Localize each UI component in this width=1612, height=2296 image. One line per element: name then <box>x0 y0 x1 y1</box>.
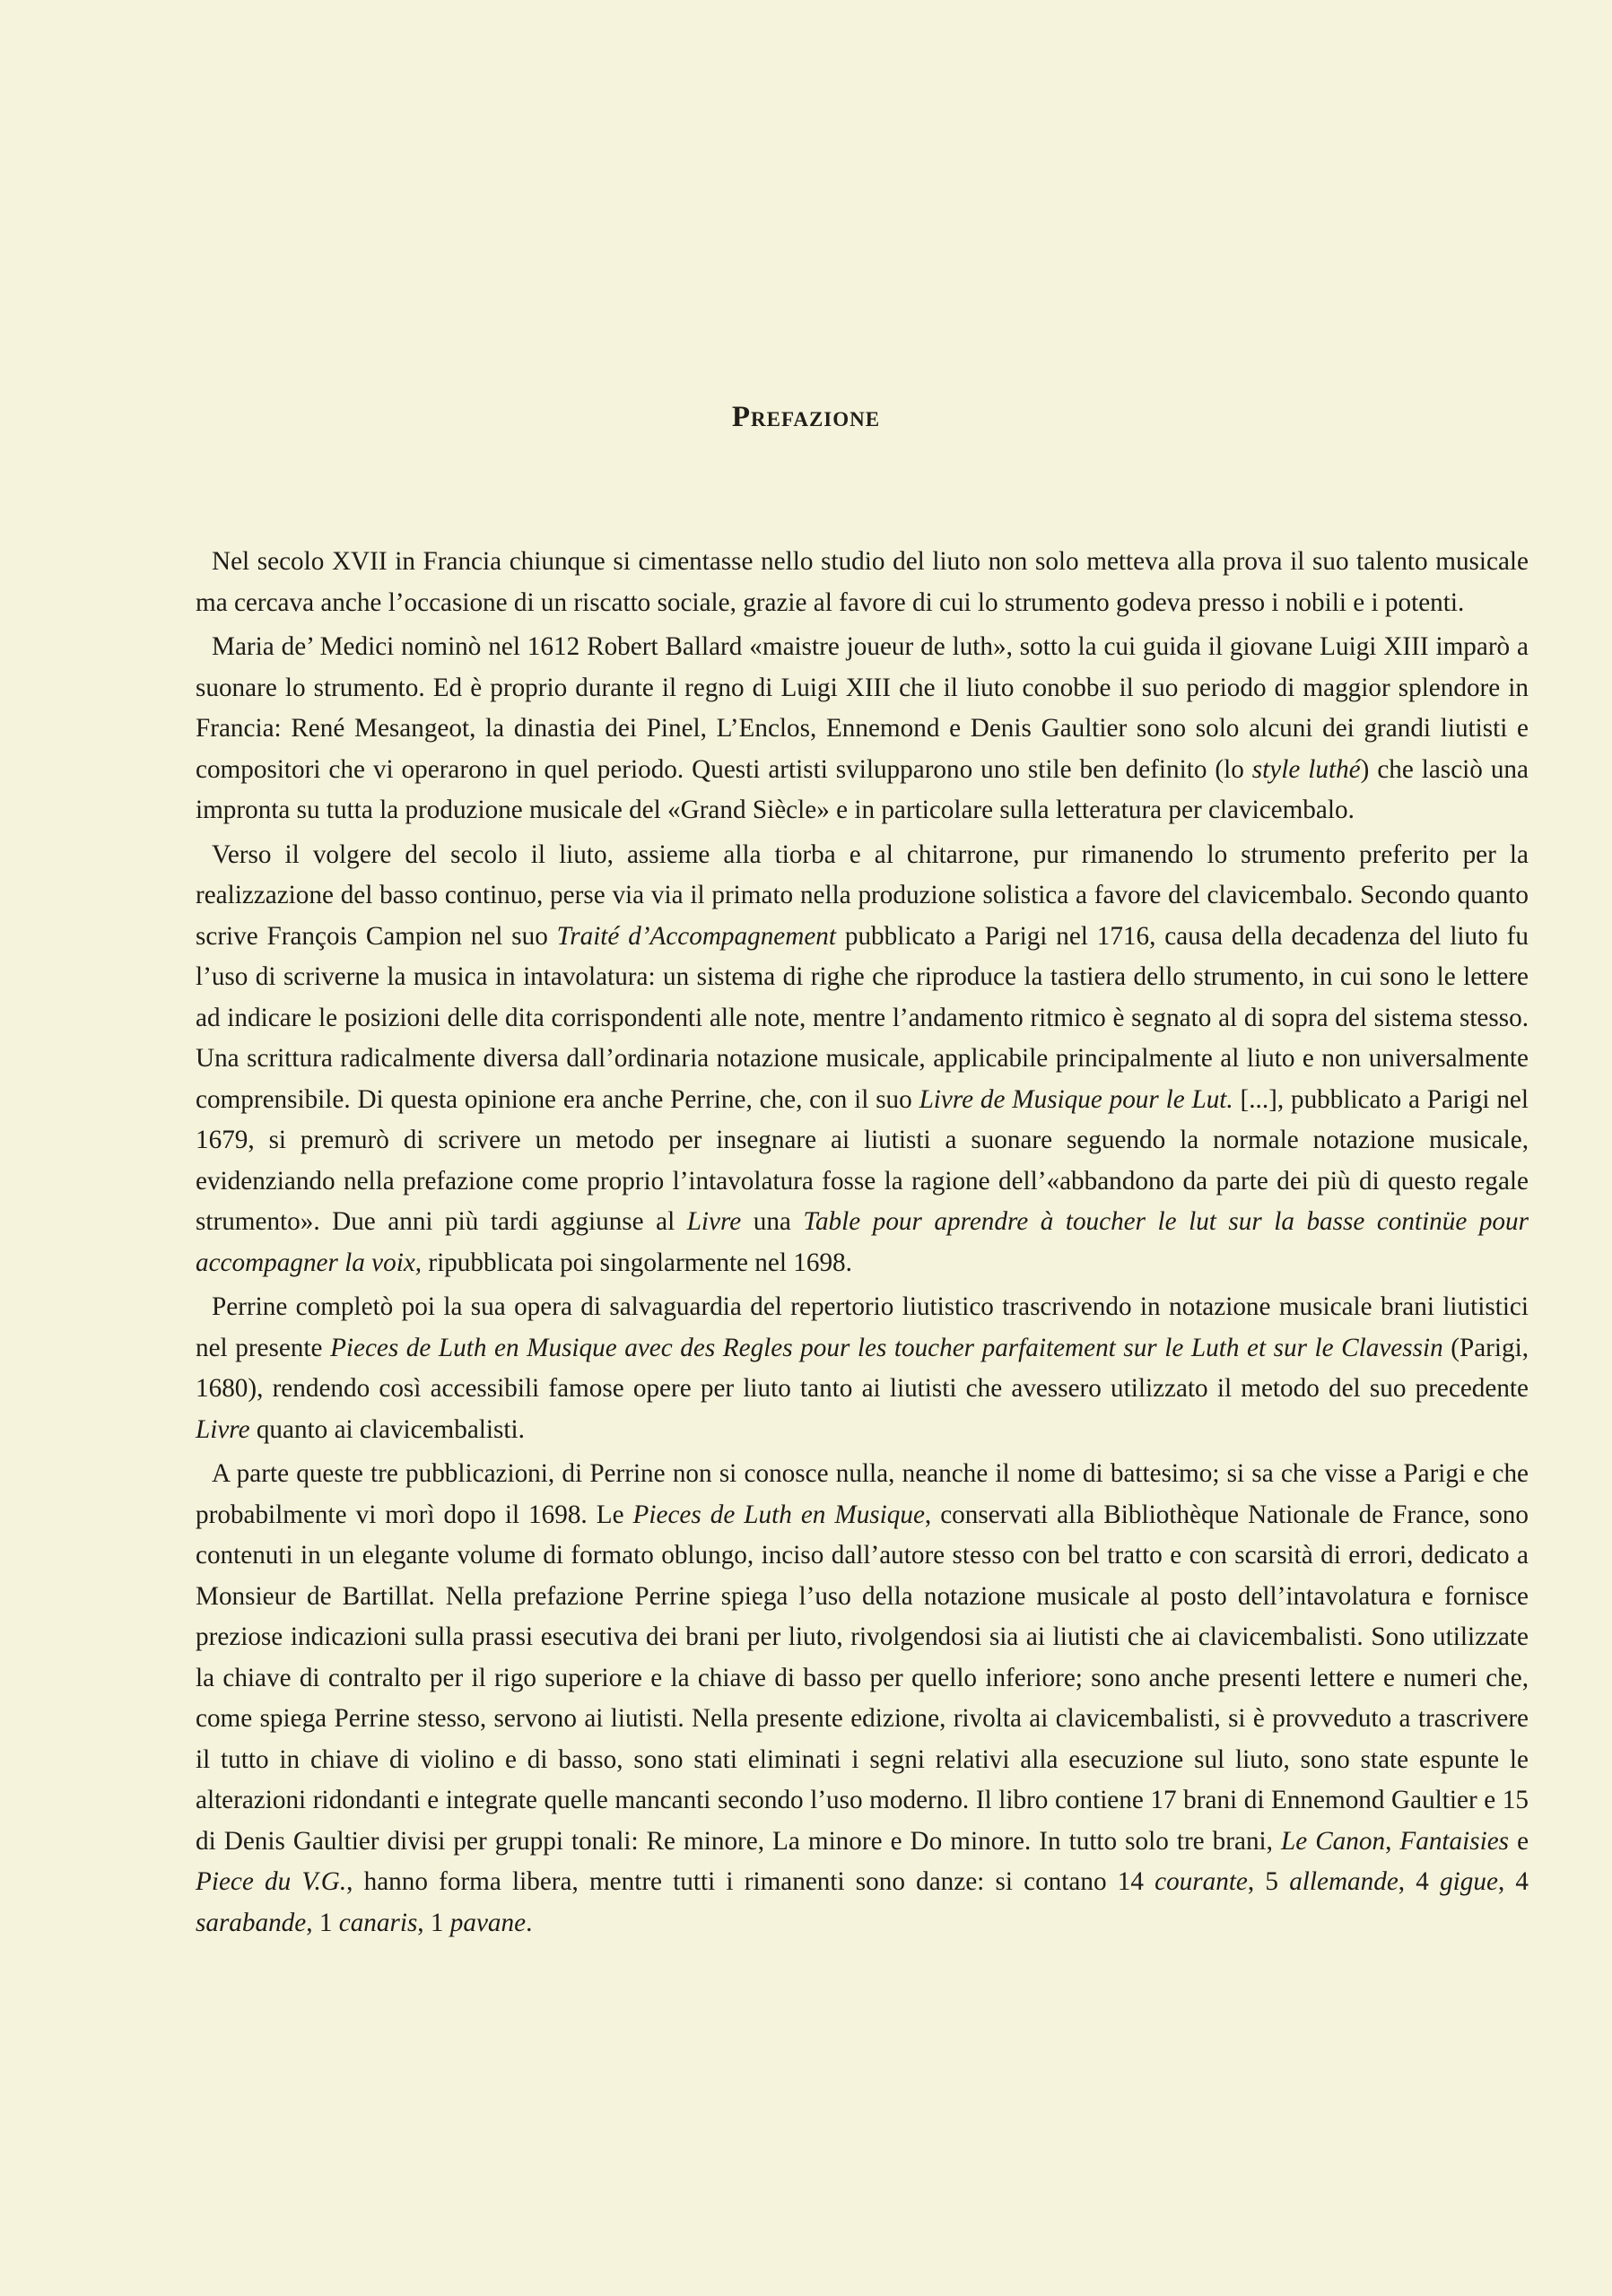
preface-body <box>196 542 1529 1947</box>
text-run: , 5 <box>1247 1867 1290 1896</box>
text-run: , 1 <box>417 1908 450 1937</box>
page-title: Prefazione <box>731 401 881 434</box>
text-run: pubblicato a Parigi nel 1716, causa della decadenza del liuto fu l’uso di scriverne la musica in intavolatura: un sistema di righe che riproduce la tastiera dello strumento, in cui sono le lettere ad indicare le posizioni delle dita corrispondenti alle note, mentre l’andamento ritmico è segnato al di sopra del sistema stesso. Una scrittura radicalmente diversa dall’ordinaria notazione musicale, applicabile principalmente al liuto e non universalmente comprensibile. Di questa opinione era anche Perrine, che, con il suo <box>196 921 1529 1114</box>
text-run: [...], pubblicato a Parigi nel 1679, si premurò di scrivere un metodo per insegnare ai liutisti a suonare seguendo la normale notazione musicale, evidenziando nella prefazione come proprio l’intavolatura fosse la ragione dell’«abbandono da parte dei più di questo regale strumento». Due anni più tardi aggiunse al <box>196 1084 1529 1236</box>
paragraph <box>196 1454 1529 1944</box>
italic-run: Livre <box>686 1207 742 1236</box>
text-run: e <box>1509 1826 1529 1856</box>
text-run: Nel secolo XVII in Francia chiunque si cimentasse nello studio del liuto non solo metteva alla prova il suo talento musicale ma cercava anche l’occasione di un riscatto sociale, grazie al favore di cui lo strumento godeva presso i nobili e i potenti. <box>196 547 1529 617</box>
text-run: quanto ai clavicembalisti. <box>249 1414 525 1444</box>
text-run: (Parigi, 1680), rendendo così accessibili famose opere per liuto tanto ai liutisti che avessero utilizzato il metodo del suo precedente <box>196 1333 1529 1403</box>
italic-run: Traité d’Accompagnement <box>556 921 837 951</box>
text-run: A parte queste tre pubblicazioni, di Perrine non si conosce nulla, neanche il nome di battesimo; si sa che visse a Parigi e che probabilmente vi morì dopo il 1698. Le <box>196 1459 1529 1529</box>
paragraph <box>196 1287 1529 1450</box>
text-run: una <box>741 1207 804 1236</box>
paragraph <box>196 542 1529 623</box>
text-run: Maria de’ Medici nominò nel 1612 Robert Ballard «maistre joueur de luth», sotto la cui guida il giovane Luigi XIII imparò a suonare lo strumento. Ed è proprio durante il regno di Luigi XIII che il liuto conobbe il suo periodo di maggior splendore in Francia: René Mesangeot, la dinastia dei Pinel, L’Enclos, Ennemond e Denis Gaultier sono solo alcuni dei grandi liutisti e compositori che vi operarono in quel periodo. Questi artisti svilupparono uno stile ben definito (lo <box>196 632 1529 784</box>
italic-run: Piece du V.G. <box>196 1867 347 1896</box>
paragraph <box>196 627 1529 831</box>
text-run: , 4 <box>1497 1867 1529 1896</box>
italic-run: Fantaisies <box>1399 1826 1510 1856</box>
italic-run: pavane <box>449 1908 527 1937</box>
text-run: , 1 <box>306 1908 339 1937</box>
italic-run: Livre <box>196 1414 250 1444</box>
text-run: ) che lasciò una impronta su tutta la produzione musicale del «Grand Siècle» e in particolare sulla letteratura per clavicembalo. <box>196 754 1529 824</box>
italic-run: Table pour aprendre à toucher le lut sur la basse continüe pour accompagner la voix, <box>196 1207 1529 1277</box>
paragraph <box>196 835 1529 1284</box>
italic-run: canaris <box>338 1908 418 1937</box>
text-run: , <box>1385 1826 1400 1856</box>
text-run: Verso il volgere del secolo il liuto, assieme alla tiorba e al chitarrone, pur rimanendo lo strumento preferito per la realizzazione del basso continuo, perse via via il primato nella produzione solistica a favore del clavicembalo. Secondo quanto scrive François Campion nel suo <box>196 839 1529 951</box>
text-run: , 4 <box>1398 1867 1441 1896</box>
text-run: Perrine completò poi la sua opera di salvaguardia del repertorio liutistico trascrivendo in notazione musicale brani liutistici nel presente <box>196 1292 1529 1362</box>
italic-run: Le Canon <box>1280 1826 1386 1856</box>
italic-run: Pieces de Luth en Musique avec des Regles pour les toucher parfaitement sur le Luth et sur le Clavessin <box>330 1333 1443 1362</box>
text-run: , hanno forma libera, mentre tutti i rimanenti sono danze: si contano 14 <box>346 1867 1155 1896</box>
italic-run: allemande <box>1289 1867 1399 1896</box>
italic-run: Pieces de Luth en Musique <box>632 1500 925 1529</box>
text-run: , conservati alla Bibliothèque Nationale de France, sono contenuti in un elegante volume di formato oblungo, inciso dall’autore stesso con bel tratto e con scarsità di errori, dedicato a Monsieur de Bartillat. Nella prefazione Perrine spiega l’uso della notazione musicale al posto dell’intavolatura e fornisce preziose indicazioni sulla prassi esecutiva dei brani per liuto, rivolgendosi sia ai liutisti che ai clavicembalisti. Sono utilizzate la chiave di contralto per il rigo superiore e la chiave di basso per quello inferiore; sono anche presenti lettere e numeri che, come spiega Perrine stesso, servono ai liutisti. Nella presente edizione, rivolta ai clavicembalisti, si è provveduto a trascrivere il tutto in chiave di violino e di basso, sono stati eliminati i segni relativi alla esecuzione sul liuto, sono state espunte le alterazioni ridondanti e integrate quelle mancanti secondo l’uso moderno. Il libro contiene 17 brani di Ennemond Gaultier e 15 di Denis Gaultier divisi per gruppi tonali: Re minore, La minore e Do minore. In tutto solo tre brani, <box>196 1500 1529 1856</box>
text-run: ripubblicata poi singolarmente nel 1698. <box>422 1248 852 1277</box>
text-run: . <box>526 1908 533 1937</box>
italic-run: Livre de Musique pour le Lut. <box>919 1084 1233 1114</box>
italic-run: sarabande <box>196 1908 307 1937</box>
italic-run: courante <box>1155 1867 1248 1896</box>
italic-run: gigue <box>1440 1867 1498 1896</box>
italic-run: style luthé <box>1251 754 1361 784</box>
